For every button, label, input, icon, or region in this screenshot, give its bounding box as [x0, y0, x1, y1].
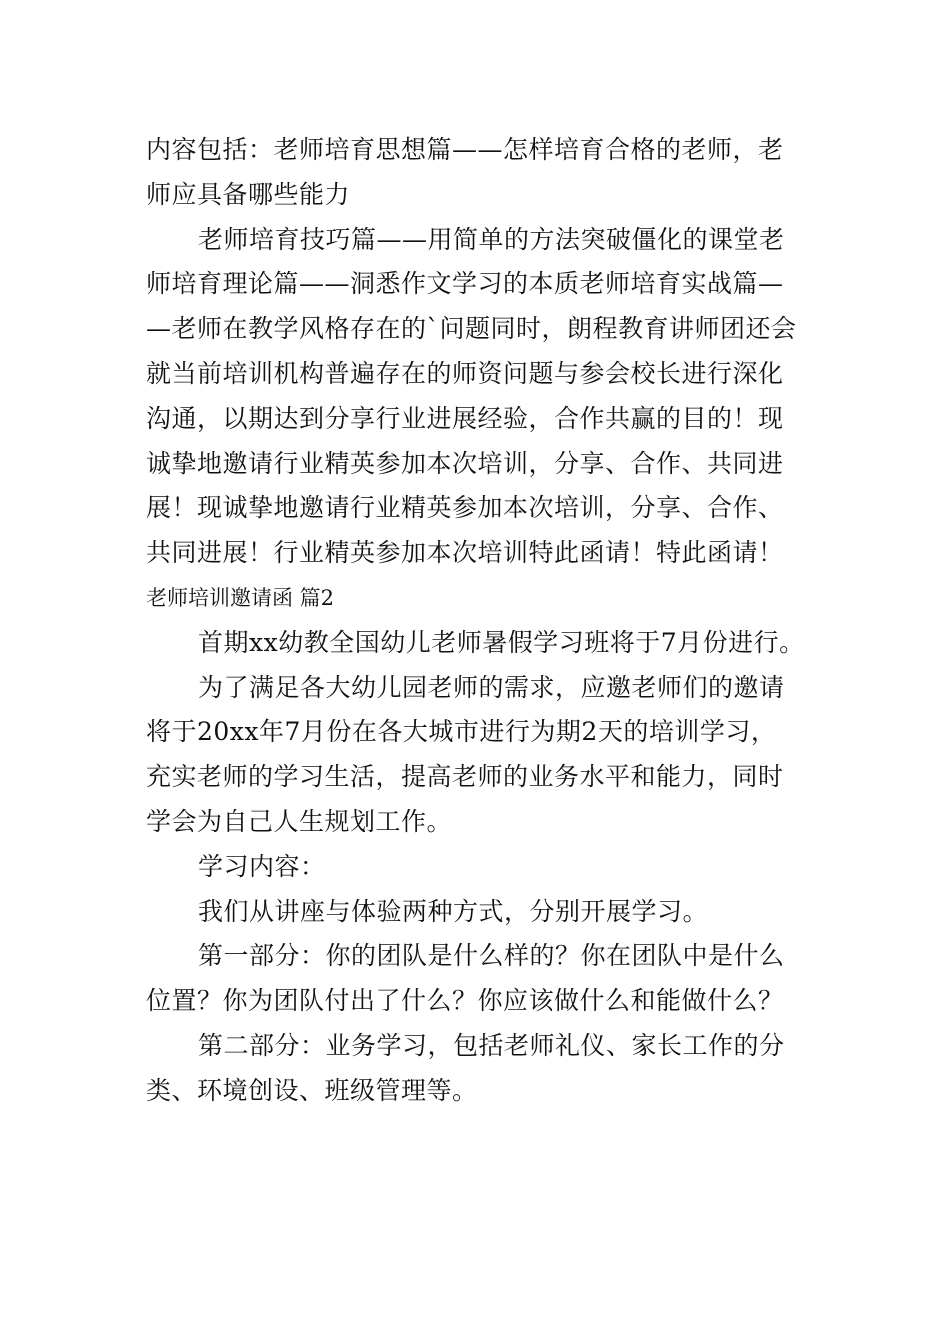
text-line: 共同进展！行业精英参加本次培训特此函请！特此函请！ [146, 538, 784, 568]
text-line: —老师在教学风格存在的`问题同时，朗程教育讲师团还会 [146, 314, 797, 344]
text-line: 位置？你为团队付出了什么？你应该做什么和能做什么？ [146, 986, 784, 1016]
text-line: 首期xx幼教全国幼儿老师暑假学习班将于7月份进行。 [198, 627, 805, 657]
document-page [146, 128, 808, 1114]
text-line: 就当前培训机构普遍存在的师资问题与参会校长进行深化 [146, 358, 784, 388]
text-line: 将于20xx年7月份在各大城市进行为期2天的培训学习， [146, 717, 777, 747]
text-line: 学习内容： [198, 851, 326, 881]
text-line: 师培育理论篇——洞悉作文学习的本质老师培育实战篇— [146, 269, 784, 299]
text-line: 老师培育技巧篇——用简单的方法突破僵化的课堂老 [198, 224, 785, 254]
text-line: 第二部分：业务学习，包括老师礼仪、家长工作的分 [198, 1030, 785, 1060]
text-line: 沟通，以期达到分享行业进展经验，合作共赢的目的！现 [146, 403, 784, 433]
text-line: 内容包括：老师培育思想篇——怎样培育合格的老师，老 [146, 135, 784, 164]
text-line: 为了满足各大幼儿园老师的需求，应邀老师们的邀请 [198, 672, 785, 702]
section-heading: 老师培训邀请函 篇2 [146, 585, 335, 610]
text-line: 第一部分：你的团队是什么样的？你在团队中是什么 [198, 941, 785, 971]
text-line: 师应具备哪些能力 [146, 179, 351, 209]
text-line: 诚挚地邀请行业精英参加本次培训，分享、合作、共同进 [146, 448, 784, 478]
text-line: 充实老师的学习生活，提高老师的业务水平和能力，同时 [146, 762, 784, 792]
text-line: 我们从讲座与体验两种方式，分别开展学习。 [198, 896, 709, 926]
text-line: 类、环境创设、班级管理等。 [146, 1075, 478, 1105]
text-line: 学会为自己人生规划工作。 [146, 806, 453, 836]
text-line: 展！现诚挚地邀请行业精英参加本次培训，分享、合作、 [146, 493, 784, 523]
